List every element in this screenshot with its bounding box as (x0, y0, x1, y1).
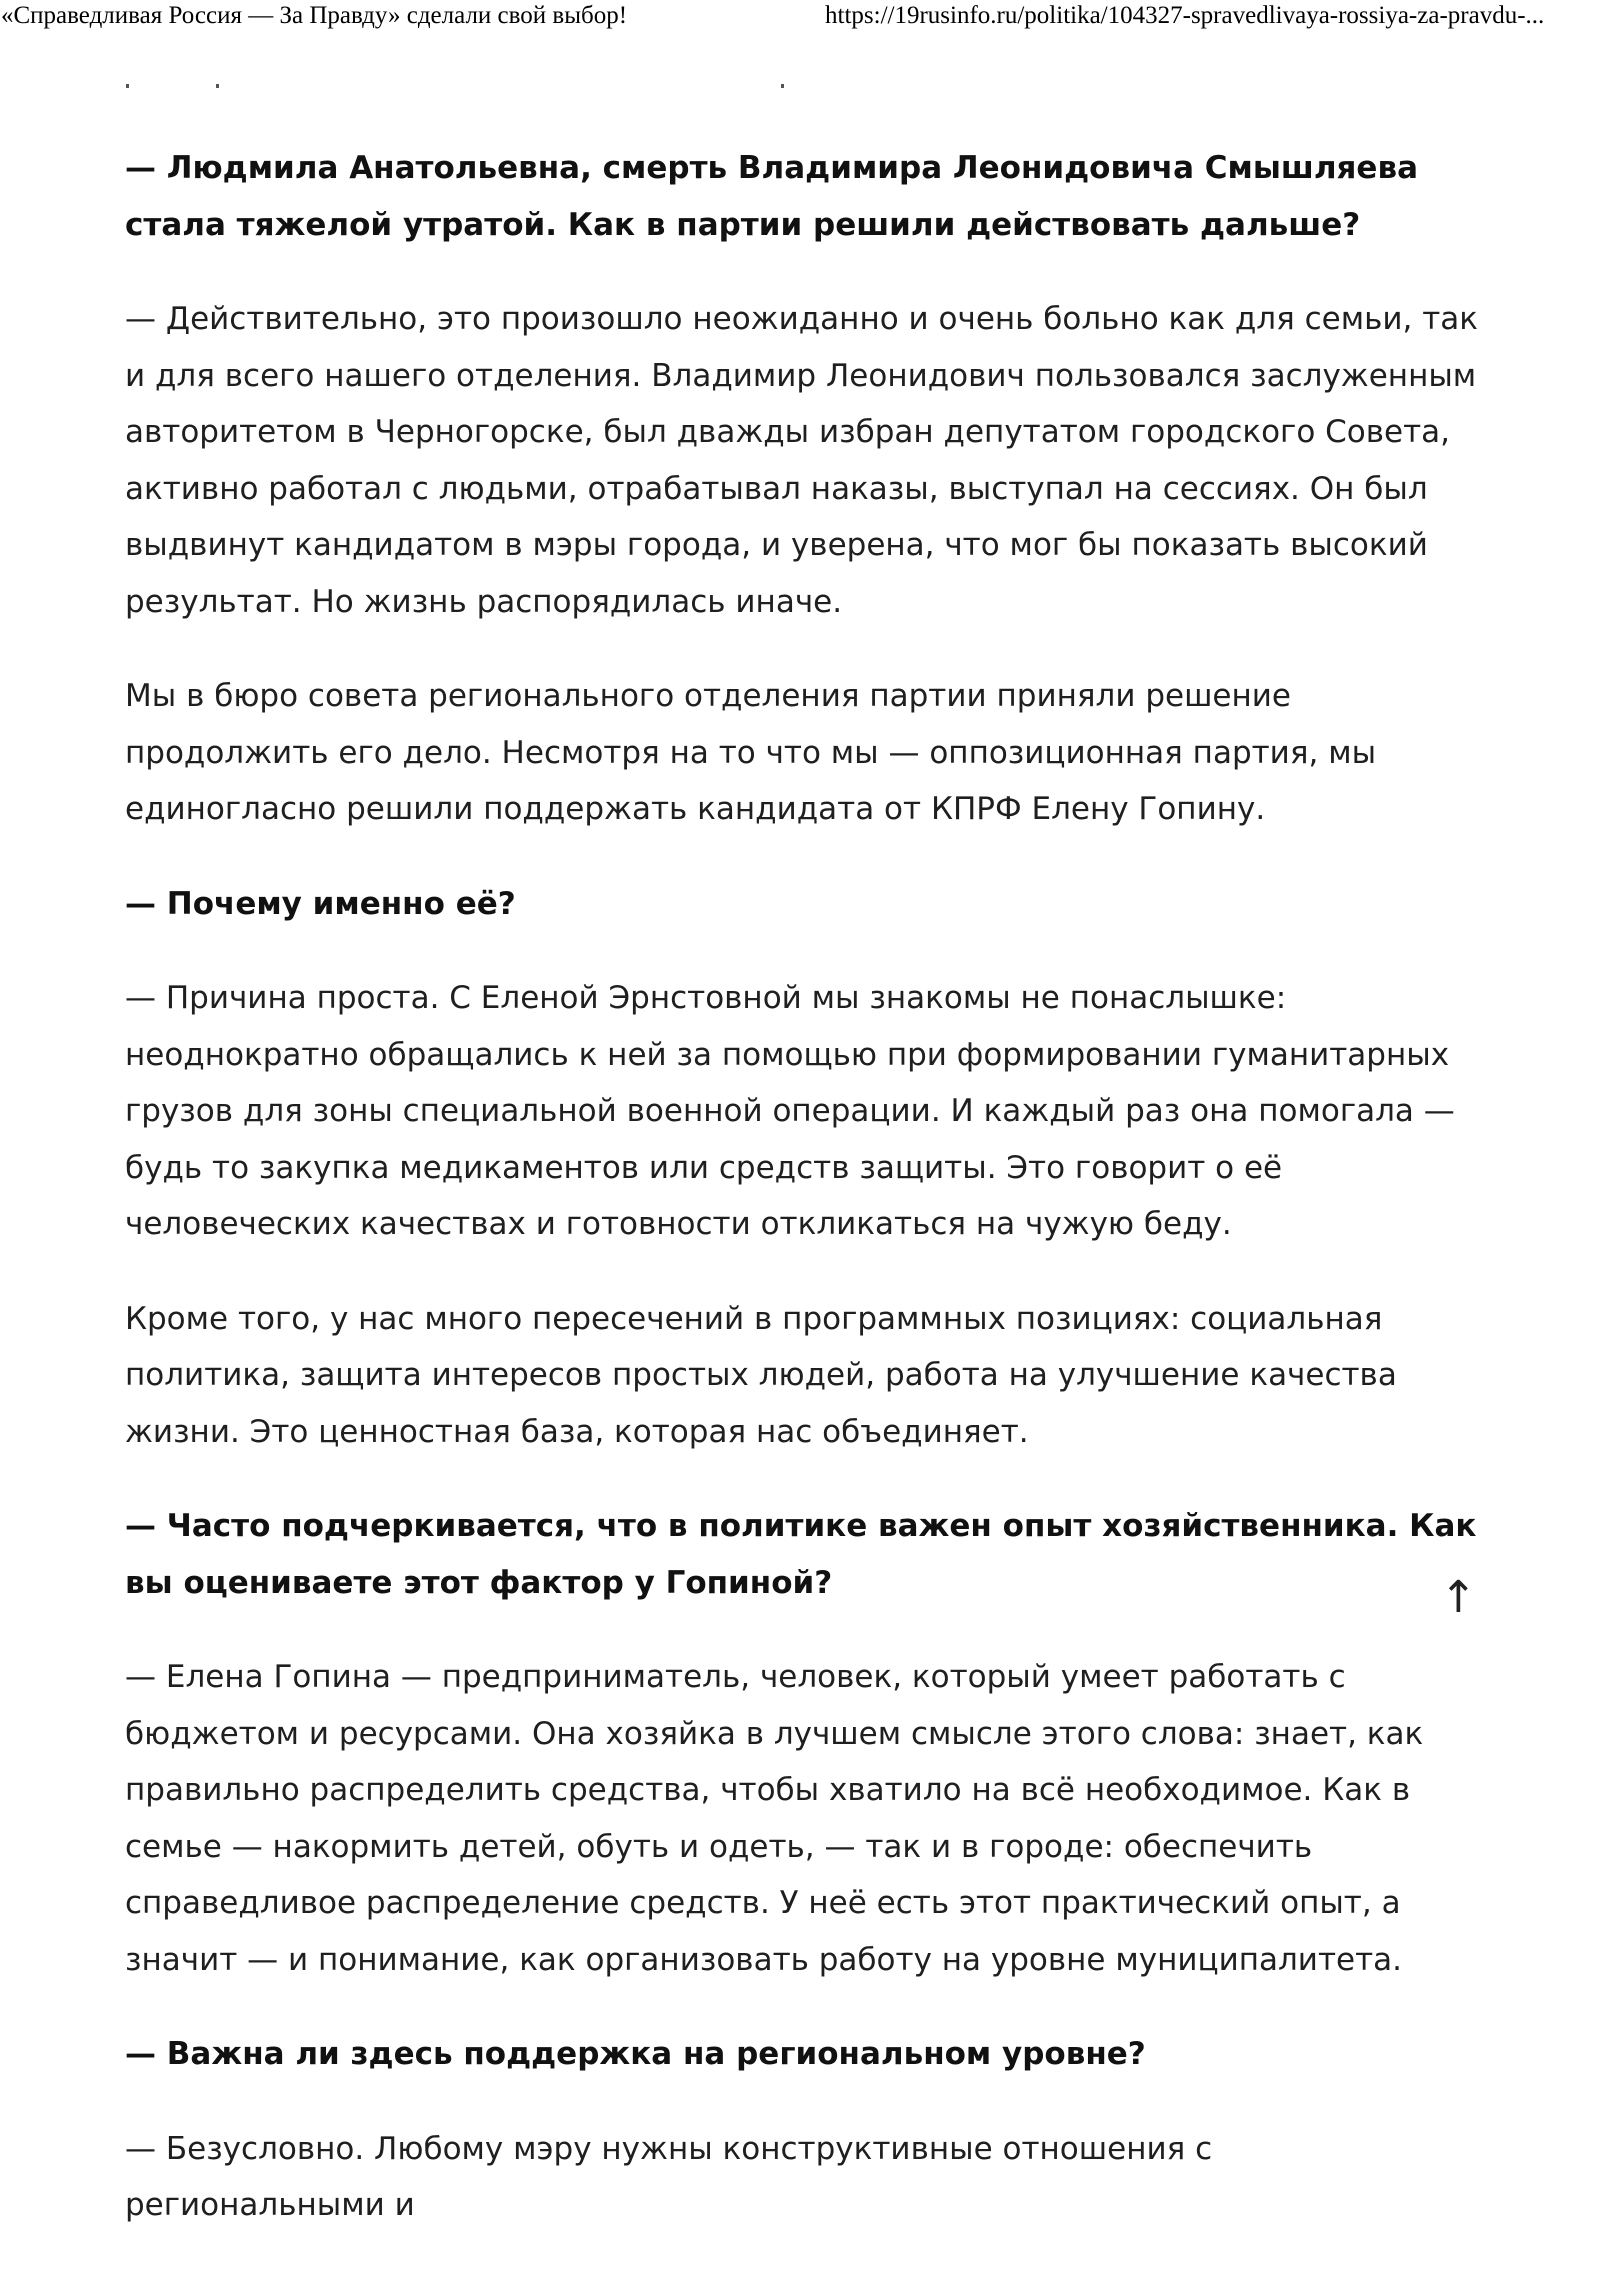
interview-answer: Мы в бюро совета регионального отделения партии приняли решение продолжить его дело. Несмотря на то что мы — оппозиционная партия, мы единогласно решили поддержать кандидата от КПРФ Елену Гопину. (125, 678, 1377, 827)
print-header (0, 0, 1600, 40)
interview-answer: — Действительно, это произошло неожиданно и очень больно как для семьи, так и для всего нашего отделения. Владимир Леонидович пользовался заслуженным авторитетом в Черногорске, был дважды избран депутатом городского Совета, активно работал с людьми, отрабатывал наказы, выступал на сессиях. Он был выдвинут кандидатом в мэры города, и уверена, что мог бы показать высокий результат. Но жизнь распорядилась иначе. (125, 301, 1478, 620)
interview-question: — Почему именно её? (125, 885, 516, 922)
arrow-up-icon: ↑ (1440, 1572, 1477, 1623)
interview-answer: — Елена Гопина — предприниматель, человек, который умеет работать с бюджетом и ресурсами. Она хозяйка в лучшем смысле этого слова: знает, как правильно распределить средства, чтобы хватило на всё необходимое. Как в семье — накормить детей, обуть и одеть, — так и в городе: обеспечить справедливое распределение средств. У неё есть этот практический опыт, а значит — и понимание, как организовать работу на уровне муниципалитета. (125, 1659, 1424, 1978)
interview-answer: — Причина проста. С Еленой Эрнстовной мы знакомы не понаслышке: неоднократно обращались к ней за помощью при формировании гуманитарных грузов для зоны специальной военной операции. И каждый раз она помогала — будь то закупка медикаментов или средств защиты. Это говорит о её человеческих качествах и готовности откликаться на чужую беду. (125, 980, 1455, 1242)
interview-question: — Часто подчеркивается, что в политике важен опыт хозяйственника. Как вы оцениваете этот фактор у Гопиной? (125, 1508, 1477, 1601)
interview-answer: Кроме того, у нас много пересечений в программных позициях: социальная политика, защита интересов простых людей, работа на улучшение качества жизни. Это ценностная база, которая нас объединяет. (125, 1300, 1397, 1450)
cut-off-text-remnant (126, 84, 826, 90)
scroll-to-top-button[interactable] (1440, 1570, 1477, 1626)
interview-question: — Людмила Анатольевна, смерть Владимира Леонидовича Смышляева стала тяжелой утратой. Как в партии решили действовать дальше? (125, 150, 1418, 243)
article-body (125, 140, 1480, 2272)
page-url[interactable]: https://19rusinfo.ru/politika/104327-spravedlivaya-rossiya-za-pravdu-... (825, 2, 1545, 29)
interview-answer: — Безусловно. Любому мэру нужны конструктивные отношения с региональными и (125, 2130, 1213, 2223)
interview-question: — Важна ли здесь поддержка на региональном уровне? (125, 2036, 1146, 2072)
page-title: «Справедливая Россия — За Правду» сделали свой выбор! (1, 2, 628, 29)
